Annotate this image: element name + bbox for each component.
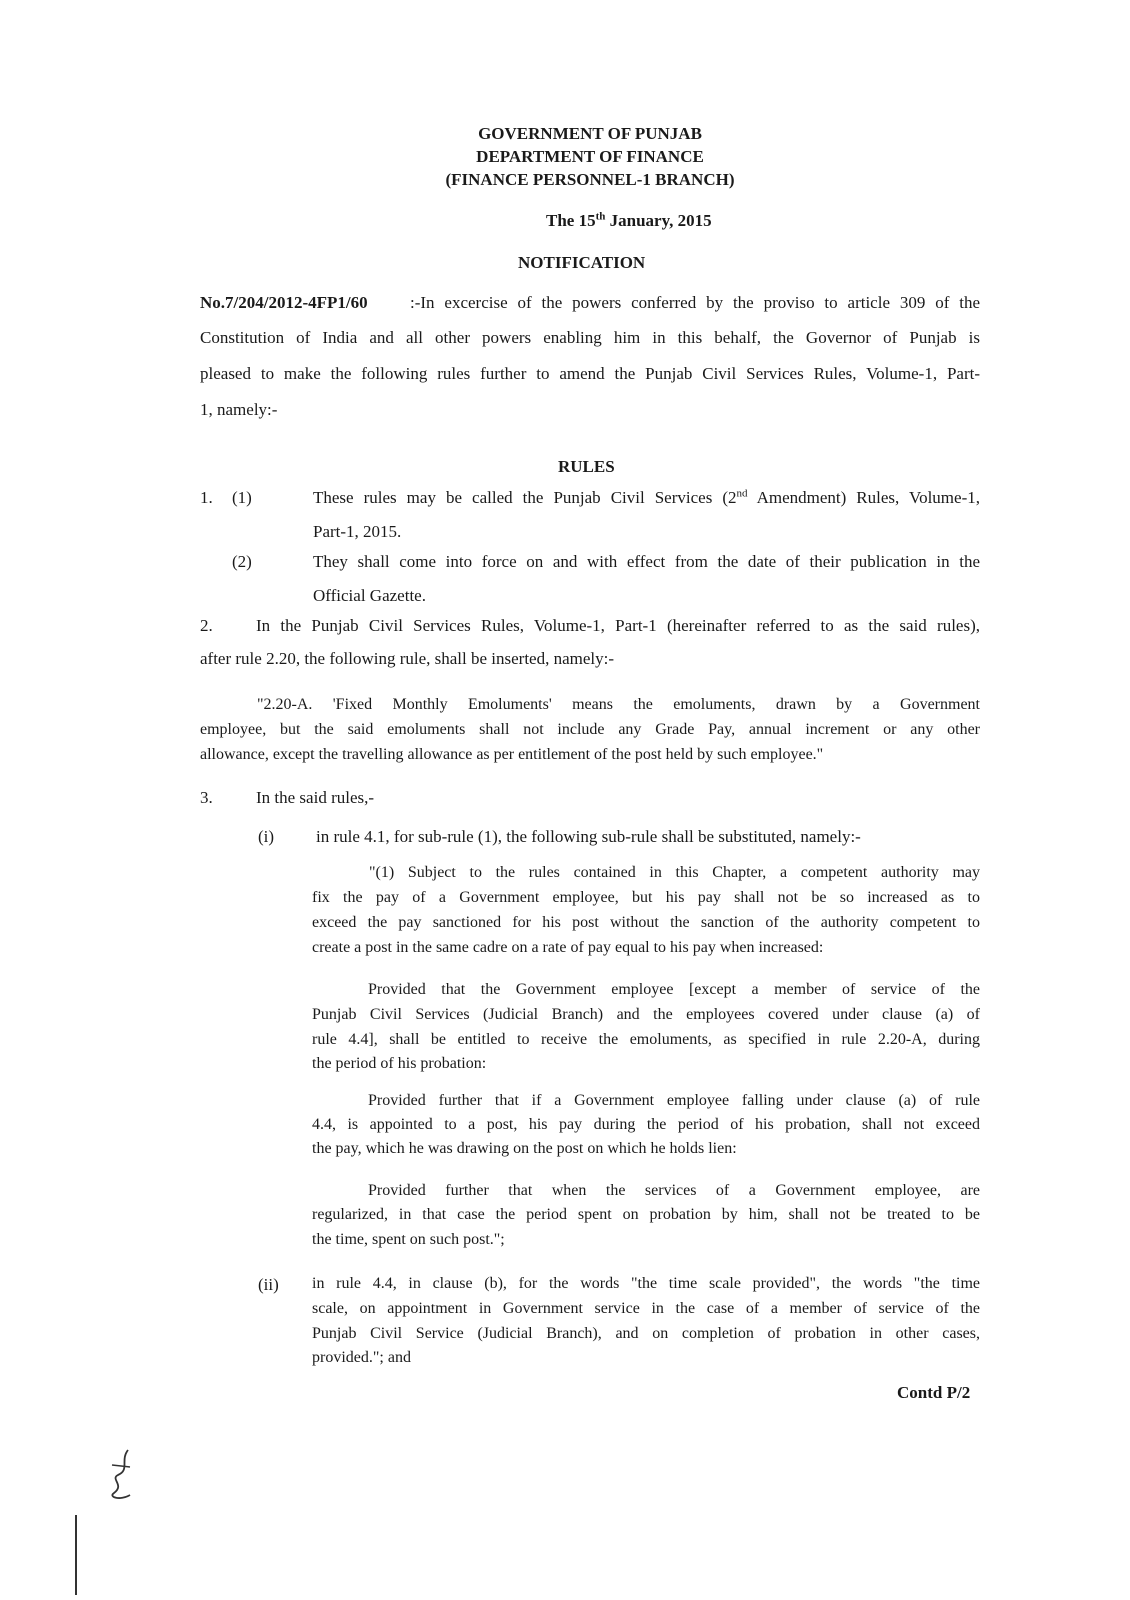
proviso-text: 4.4, is appointed to a post, his pay during the period of his probation, shall not exceed	[312, 1116, 980, 1133]
preamble-line: :-In excercise of the powers conferred by the proviso to article 309 of the	[410, 293, 980, 312]
subrule-label: (1)	[232, 488, 252, 507]
proviso-text: regularized, in that case the period spent on probation by him, shall not be treated to be	[312, 1206, 980, 1223]
item-text: scale, on appointment in Government service in the case of a member of service of the	[312, 1300, 980, 1317]
proviso-text: Punjab Civil Services (Judicial Branch) and the employees covered under clause (a) of	[312, 1006, 980, 1023]
quoted-rule: employee, but the said emoluments shall not include any Grade Pay, annual increment or any other	[200, 721, 980, 738]
proviso-text: the period of his probation:	[312, 1055, 487, 1072]
rule-number: 1.	[200, 488, 213, 507]
preamble-line: 1, namely:-	[200, 400, 278, 419]
item-text: Punjab Civil Service (Judicial Branch), and on completion of probation in other cases,	[312, 1325, 980, 1342]
rules-heading: RULES	[558, 457, 615, 476]
preamble-line: Constitution of India and all other powers enabling him in this behalf, the Governor of Punjab is	[200, 328, 980, 347]
subrule-text: exceed the pay sanctioned for his post without the sanction of the authority competent to	[312, 914, 980, 931]
header-branch: (FINANCE PERSONNEL-1 BRANCH)	[445, 170, 735, 189]
subrule-text: "(1) Subject to the rules contained in this Chapter, a competent authority may	[369, 864, 980, 881]
rule-text: Official Gazette.	[313, 586, 426, 605]
item-text: in rule 4.1, for sub-rule (1), the following sub-rule shall be substituted, namely:-	[316, 827, 861, 846]
proviso-text: rule 4.4], shall be entitled to receive the emoluments, as specified in rule 2.20-A, during	[312, 1031, 980, 1048]
rule-text: Part-1, 2015.	[313, 522, 402, 541]
proviso-text: Provided that the Government employee [except a member of service of the	[368, 981, 980, 998]
item-label: (i)	[258, 827, 275, 846]
proviso-text: the time, spent on such post.";	[312, 1231, 505, 1248]
header-government: GOVERNMENT OF PUNJAB	[478, 124, 702, 143]
notification-date: The 15th January, 2015	[546, 210, 712, 230]
subrule-label: (2)	[232, 552, 252, 571]
rule-number: 3.	[200, 788, 213, 807]
item-text: in rule 4.4, in clause (b), for the words "the time scale provided", the words "the time	[312, 1275, 980, 1292]
proviso-text: the pay, which he was drawing on the post on which he holds lien:	[312, 1140, 737, 1157]
subrule-text: fix the pay of a Government employee, but his pay shall not be so increased as to	[312, 889, 980, 906]
notification-title: NOTIFICATION	[518, 253, 646, 272]
quoted-rule: allowance, except the travelling allowance as per entitlement of the post held by such employee."	[200, 746, 824, 763]
rule-text: after rule 2.20, the following rule, shall be inserted, namely:-	[200, 649, 615, 668]
quoted-rule: "2.20-A. 'Fixed Monthly Emoluments' means the emoluments, drawn by a Government	[257, 696, 980, 713]
rule-text: These rules may be called the Punjab Civil Services (2nd Amendment) Rules, Volume-1,	[313, 487, 980, 507]
preamble-line: pleased to make the following rules further to amend the Punjab Civil Services Rules, Volume-1, Part-	[200, 364, 980, 383]
item-text: provided."; and	[312, 1349, 411, 1366]
header-department: DEPARTMENT OF FINANCE	[476, 147, 704, 166]
notification-number: No.7/204/2012-4FP1/60	[200, 293, 368, 312]
margin-line	[75, 1515, 77, 1595]
rule-number: 2.	[200, 616, 213, 635]
proviso-text: Provided further that when the services of a Government employee, are	[368, 1182, 980, 1199]
rule-text: In the said rules,-	[256, 788, 375, 807]
subrule-text: create a post in the same cadre on a rate of pay equal to his pay when increased:	[312, 939, 824, 956]
signature-initials-icon	[100, 1445, 140, 1505]
rule-text: They shall come into force on and with effect from the date of their publication in the	[313, 552, 980, 571]
continued-note: Contd P/2	[897, 1383, 971, 1402]
item-label: (ii)	[258, 1275, 279, 1294]
rule-text: In the Punjab Civil Services Rules, Volume-1, Part-1 (hereinafter referred to as the said rules),	[256, 616, 980, 635]
proviso-text: Provided further that if a Government employee falling under clause (a) of rule	[368, 1092, 980, 1109]
